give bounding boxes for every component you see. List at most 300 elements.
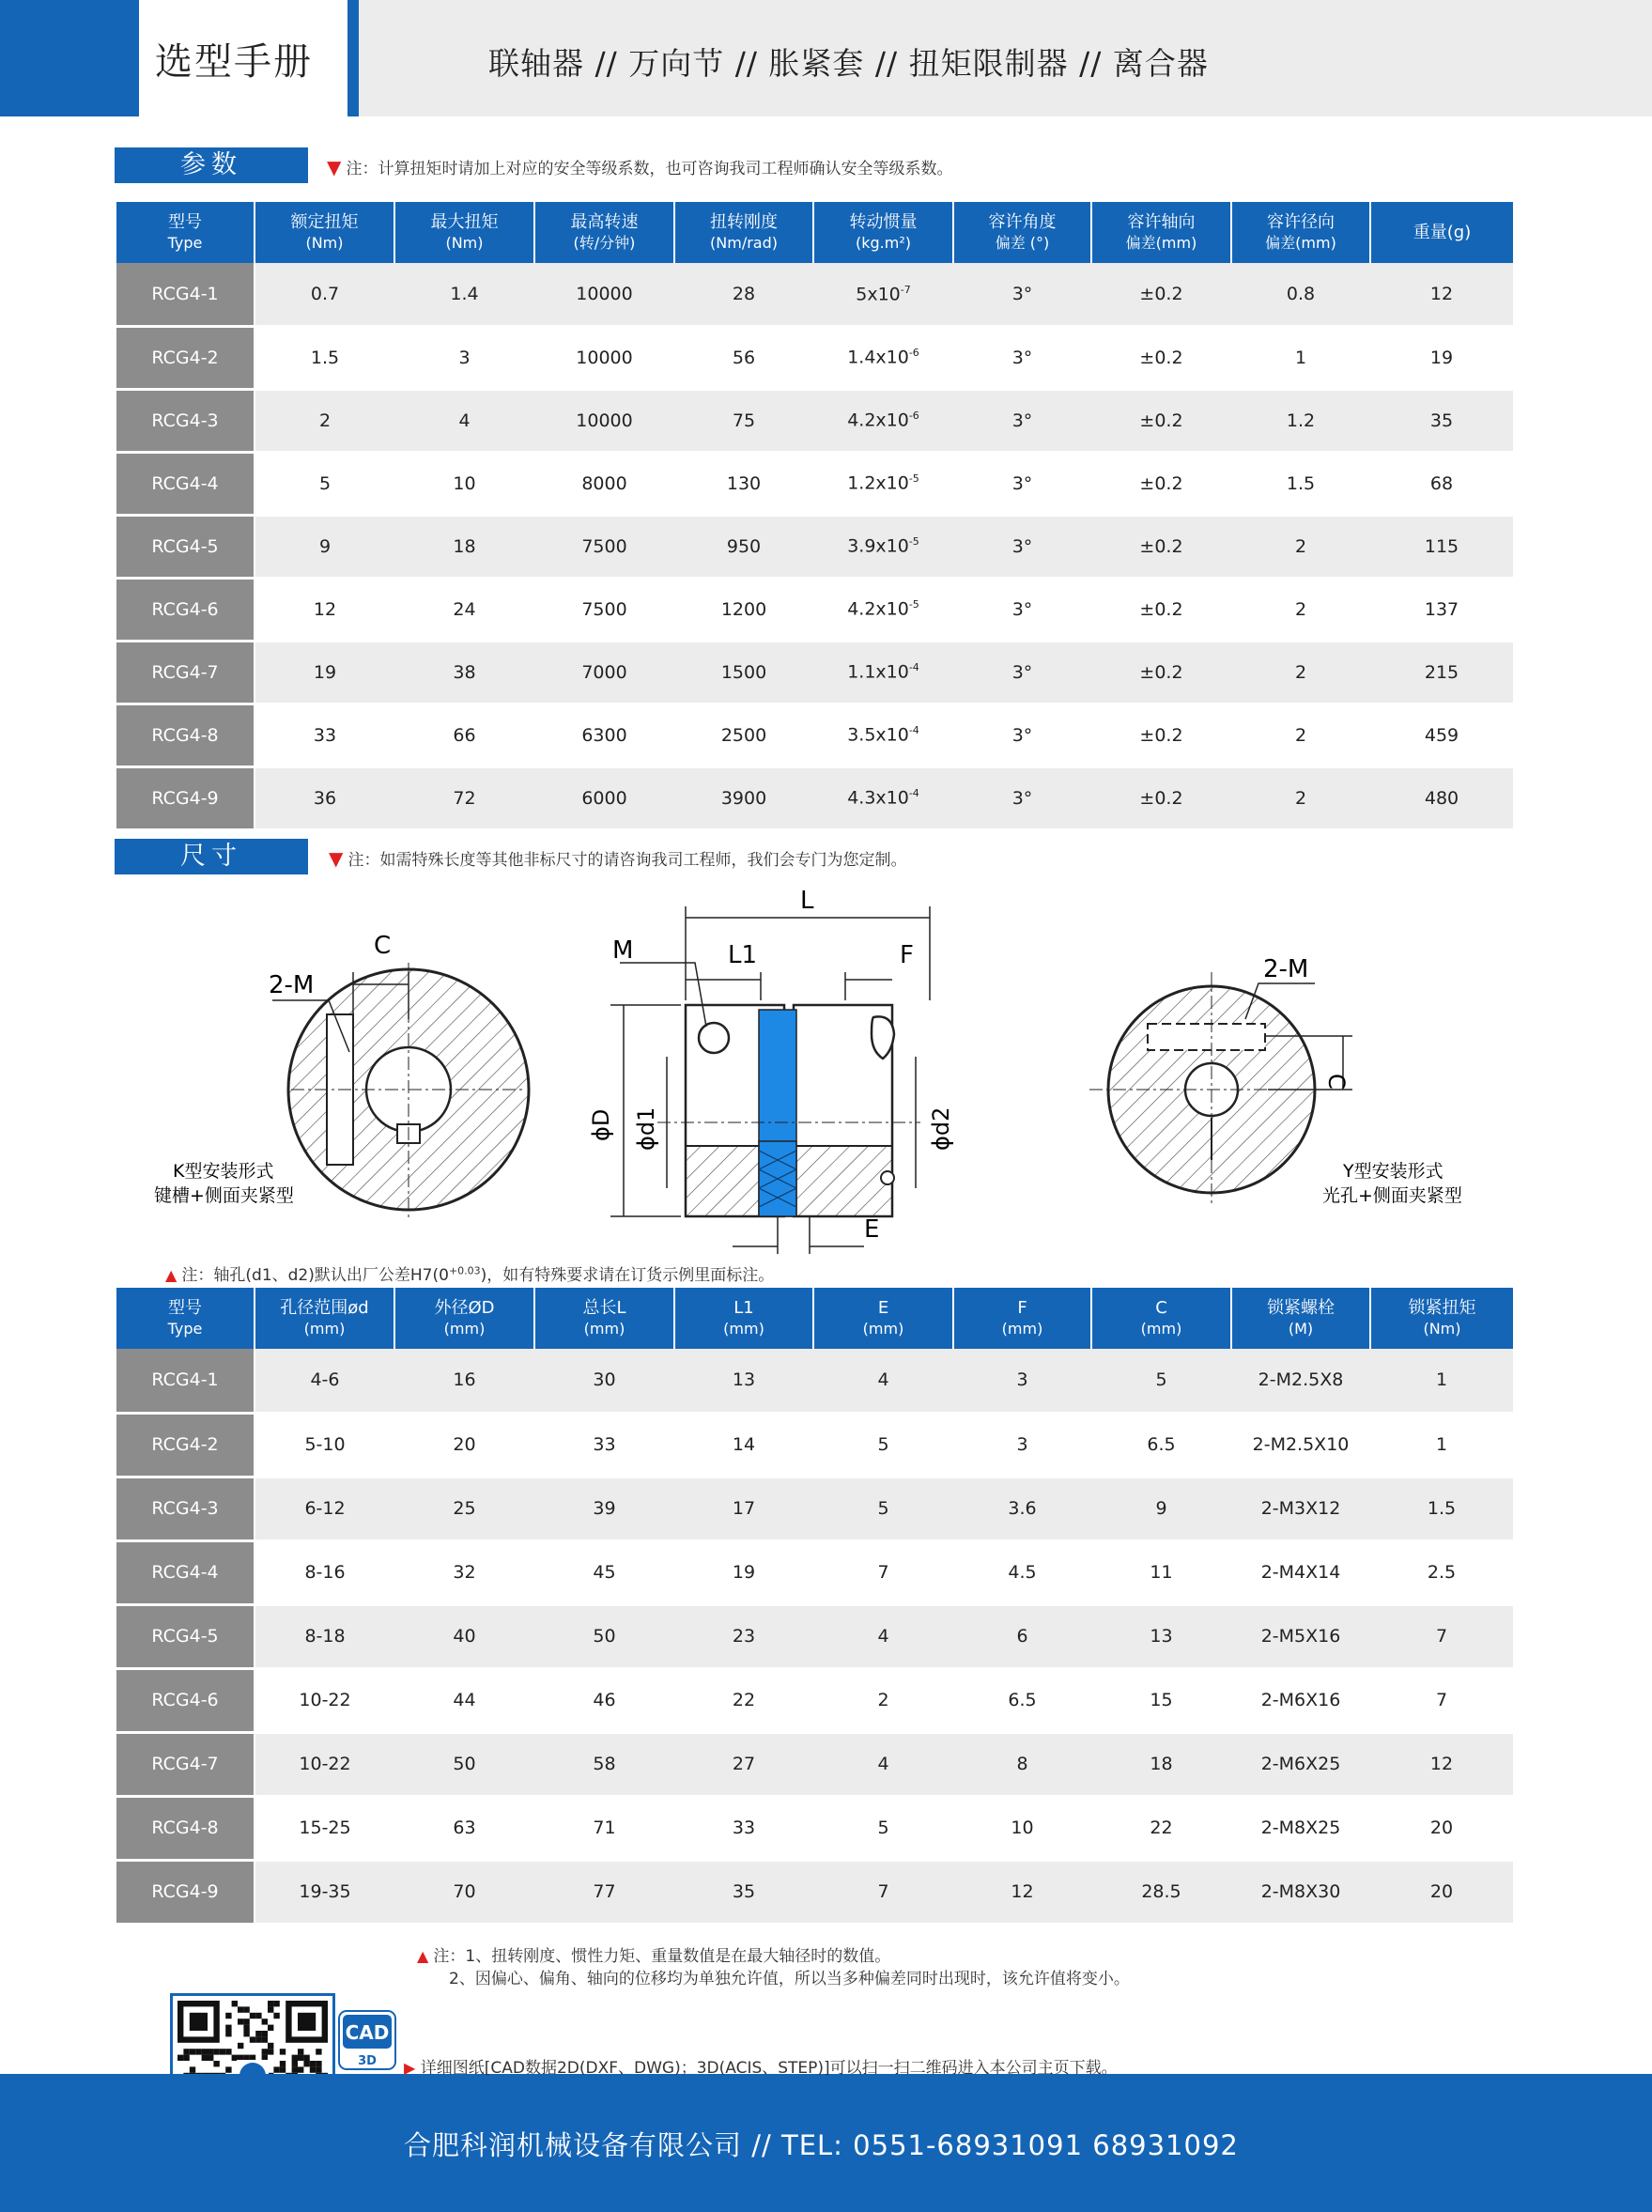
table-cell: 2	[1231, 766, 1370, 829]
table-cell	[813, 641, 953, 704]
dim-label-c-right: C	[1323, 1074, 1350, 1090]
params_table-header-unit: 偏差(mm)	[1125, 233, 1197, 252]
table-row	[116, 1860, 1513, 1924]
params_table-header-unit: (Nm)	[445, 233, 484, 252]
dims_table-header-8	[1231, 1288, 1370, 1349]
table-cell: 19-35	[255, 1860, 394, 1924]
dims_table-header-unit: (mm)	[1140, 1319, 1182, 1338]
inertia-exponent: -6	[908, 347, 919, 360]
params_table-header-6	[953, 202, 1091, 263]
k-type-view	[272, 963, 529, 1221]
table-cell: 8	[953, 1732, 1091, 1796]
table-cell: 1500	[674, 641, 813, 704]
table-cell: 0.7	[255, 263, 394, 326]
cad-icon-text: CAD	[345, 2021, 390, 2044]
inertia-base: 4.3x10	[847, 787, 909, 809]
dims-table	[116, 1288, 1513, 1926]
table-cell: 10000	[534, 263, 674, 326]
inertia-exponent: -4	[908, 661, 919, 674]
params_table-header-unit: 偏差(mm)	[1265, 233, 1336, 252]
warning-triangle-icon: ▼	[329, 847, 344, 870]
table-cell: 13	[674, 1349, 813, 1413]
params_table-header-label: 重量(g)	[1413, 222, 1472, 242]
table-cell: 70	[394, 1860, 534, 1924]
table-cell: 71	[534, 1796, 674, 1860]
table-cell: 22	[1091, 1796, 1231, 1860]
table-cell: ±0.2	[1091, 389, 1231, 452]
table-cell: 25	[394, 1477, 534, 1540]
model-cell: RCG4-8	[116, 704, 255, 766]
table-row	[116, 1477, 1513, 1540]
table-cell: 12	[255, 578, 394, 641]
table-cell: 10000	[534, 389, 674, 452]
table-cell: 50	[534, 1604, 674, 1668]
table-cell: 5	[813, 1796, 953, 1860]
params_table-header-2	[394, 202, 534, 263]
dims_table-header-unit: (mm)	[862, 1319, 904, 1338]
table-cell: 1	[1370, 1413, 1513, 1477]
dim-label-2m-left: 2-M	[269, 971, 315, 999]
table-cell: 68	[1370, 452, 1513, 515]
table-cell: 20	[394, 1413, 534, 1477]
table-cell: 3°	[953, 452, 1091, 515]
page-subtitle: 联轴器 // 万向节 // 胀紧套 // 扭矩限制器 // 离合器	[488, 45, 1209, 82]
dims_table-header-label: 外径ØD	[434, 1297, 495, 1318]
table-cell: 10	[394, 452, 534, 515]
table-cell: 11	[1091, 1540, 1231, 1604]
dims_table-header-4	[674, 1288, 813, 1349]
table-row	[116, 515, 1513, 578]
table-cell: 12	[1370, 1732, 1513, 1796]
inertia-base: 1.1x10	[847, 661, 909, 683]
params_table-header-unit: (转/分钟)	[573, 233, 636, 252]
table-cell: 27	[674, 1732, 813, 1796]
table-cell: 7	[1370, 1604, 1513, 1668]
table-row	[116, 766, 1513, 829]
table-cell: ±0.2	[1091, 452, 1231, 515]
table-cell: 20	[1370, 1796, 1513, 1860]
table-row	[116, 578, 1513, 641]
table-cell: 39	[534, 1477, 674, 1540]
cad-icon	[338, 2010, 396, 2070]
table-row	[116, 641, 1513, 704]
dim-label-d: ϕD	[588, 1108, 614, 1141]
dims_table-header-unit: (mm)	[303, 1319, 346, 1338]
table-cell: 4-6	[255, 1349, 394, 1413]
table-cell: 28	[674, 263, 813, 326]
table-cell: 130	[674, 452, 813, 515]
model-cell: RCG4-4	[116, 1540, 255, 1604]
table-cell: 3	[394, 326, 534, 389]
table-cell: 19	[674, 1540, 813, 1604]
table-cell: 18	[1091, 1732, 1231, 1796]
table-row	[116, 1668, 1513, 1732]
table-cell: 17	[674, 1477, 813, 1540]
table-cell: 1.4	[394, 263, 534, 326]
table-cell: 2	[1231, 578, 1370, 641]
model-cell: RCG4-8	[116, 1796, 255, 1860]
header-left-block	[0, 0, 139, 116]
model-cell: RCG4-9	[116, 1860, 255, 1924]
footnote-1	[417, 1942, 890, 1966]
table-cell: 215	[1370, 641, 1513, 704]
table-cell: 3°	[953, 515, 1091, 578]
dim-label-d2: ϕd2	[928, 1106, 954, 1151]
table-cell: 24	[394, 578, 534, 641]
tolerance-note	[165, 1261, 774, 1285]
model-cell: RCG4-6	[116, 578, 255, 641]
table-cell: 3°	[953, 766, 1091, 829]
table-cell: 12	[953, 1860, 1091, 1924]
dim-label-2m-right: 2-M	[1263, 955, 1309, 983]
table-cell: 1.5	[255, 326, 394, 389]
table-cell: 10000	[534, 326, 674, 389]
table-cell: 36	[255, 766, 394, 829]
dim-label-l: L	[800, 887, 814, 915]
table-cell: 6.5	[1091, 1413, 1231, 1477]
table-cell: 50	[394, 1732, 534, 1796]
dims_table-header-9	[1370, 1288, 1513, 1349]
table-cell: 75	[674, 389, 813, 452]
dims_table-header-unit: (mm)	[583, 1319, 625, 1338]
table-cell: 63	[394, 1796, 534, 1860]
params_table-header-0	[116, 202, 255, 263]
table-cell: 4	[813, 1349, 953, 1413]
table-cell: 8-16	[255, 1540, 394, 1604]
table-row	[116, 389, 1513, 452]
table-row	[116, 263, 1513, 326]
params_table-header-label: 扭转刚度	[710, 211, 778, 232]
table-cell: 2-M2.5X10	[1231, 1413, 1370, 1477]
inertia-base: 4.2x10	[847, 598, 909, 620]
dims-note	[329, 846, 906, 870]
model-cell: RCG4-7	[116, 641, 255, 704]
y-type-title: Y型安装形式	[1343, 1161, 1444, 1182]
dims_table-header-label: C	[1155, 1297, 1167, 1318]
dims_table-header-label: F	[1017, 1297, 1027, 1318]
model-cell: RCG4-5	[116, 1604, 255, 1668]
dim-label-e: E	[864, 1215, 880, 1244]
table-cell: 7500	[534, 515, 674, 578]
table-row	[116, 1732, 1513, 1796]
table-cell: 3	[953, 1413, 1091, 1477]
table-cell: 1.5	[1231, 452, 1370, 515]
table-cell: 2-M6X16	[1231, 1668, 1370, 1732]
table-cell: 6	[953, 1604, 1091, 1668]
table-cell: 35	[1370, 389, 1513, 452]
params_table-header-label: 容许径向	[1267, 211, 1335, 232]
dims_table-header-0	[116, 1288, 255, 1349]
table-cell: 19	[255, 641, 394, 704]
table-cell: 2-M8X25	[1231, 1796, 1370, 1860]
table-cell: 6000	[534, 766, 674, 829]
table-cell: 6300	[534, 704, 674, 766]
model-cell: RCG4-4	[116, 452, 255, 515]
params_table-header-unit: (Nm/rad)	[710, 233, 778, 252]
table-cell: 2500	[674, 704, 813, 766]
dim-label-m: M	[612, 936, 634, 965]
table-cell: 3°	[953, 263, 1091, 326]
params_table-header-label: 额定扭矩	[290, 211, 359, 232]
dims_table-header-label: 孔径范围ød	[280, 1297, 369, 1318]
model-cell: RCG4-1	[116, 263, 255, 326]
table-cell: 2	[255, 389, 394, 452]
table-cell: ±0.2	[1091, 326, 1231, 389]
table-cell: 115	[1370, 515, 1513, 578]
dims_table-header-6	[953, 1288, 1091, 1349]
table-cell: 2-M8X30	[1231, 1860, 1370, 1924]
table-cell: 2-M5X16	[1231, 1604, 1370, 1668]
dims_table-header-label: 锁紧扭矩	[1408, 1297, 1476, 1318]
table-cell: 950	[674, 515, 813, 578]
table-cell: 35	[674, 1860, 813, 1924]
table-cell: 8-18	[255, 1604, 394, 1668]
model-cell: RCG4-2	[116, 326, 255, 389]
table-cell: 1.5	[1370, 1477, 1513, 1540]
table-cell: 7	[1370, 1668, 1513, 1732]
table-cell: 15-25	[255, 1796, 394, 1860]
params_table-header-7	[1091, 202, 1231, 263]
params_table-header-5	[813, 202, 953, 263]
model-cell: RCG4-6	[116, 1668, 255, 1732]
table-cell	[813, 389, 953, 452]
table-cell: ±0.2	[1091, 766, 1231, 829]
table-cell	[813, 452, 953, 515]
side-view	[610, 906, 930, 1254]
warning-triangle-icon: ▲	[165, 1266, 178, 1284]
table-row	[116, 326, 1513, 389]
table-cell: 38	[394, 641, 534, 704]
dims_table-header-label: L1	[733, 1297, 754, 1318]
dims-note-text: 注：如需特殊长度等其他非标尺寸的请咨询我司工程师，我们会专门为您定制。	[347, 851, 907, 870]
params_table-header-label: 容许轴向	[1127, 211, 1196, 232]
params-note	[327, 155, 952, 178]
table-row	[116, 1540, 1513, 1604]
table-cell: 5-10	[255, 1413, 394, 1477]
inertia-exponent: -6	[908, 410, 919, 423]
params_table-header-4	[674, 202, 813, 263]
dims_table-header-label: 锁紧螺栓	[1267, 1297, 1335, 1318]
inertia-exponent: -5	[908, 598, 919, 611]
inertia-exponent: -5	[908, 472, 919, 486]
table-cell: 0.8	[1231, 263, 1370, 326]
table-cell: 72	[394, 766, 534, 829]
warning-triangle-icon: ▲	[417, 1947, 429, 1965]
dim-label-f: F	[900, 941, 914, 969]
table-cell: 20	[1370, 1860, 1513, 1924]
page-title: 选型手册	[155, 40, 313, 84]
table-cell	[813, 515, 953, 578]
table-cell: 58	[534, 1732, 674, 1796]
table-cell: 66	[394, 704, 534, 766]
k-type-subtitle: 键槽+侧面夹紧型	[154, 1185, 294, 1206]
model-cell: RCG4-7	[116, 1732, 255, 1796]
params_table-header-unit: 偏差 (°)	[995, 233, 1050, 252]
params_table-header-9	[1370, 202, 1513, 263]
table-cell: 3°	[953, 704, 1091, 766]
table-cell: 28.5	[1091, 1860, 1231, 1924]
dims_table-header-2	[394, 1288, 534, 1349]
table-cell: 18	[394, 515, 534, 578]
table-cell: 3900	[674, 766, 813, 829]
inertia-base: 3.9x10	[847, 535, 909, 557]
table-cell: 459	[1370, 704, 1513, 766]
params_table-header-8	[1231, 202, 1370, 263]
params_table-header-unit: (kg.m²)	[856, 233, 911, 252]
table-cell: 1200	[674, 578, 813, 641]
table-cell: 23	[674, 1604, 813, 1668]
dim-label-d1: ϕd1	[633, 1106, 659, 1151]
table-cell: 6.5	[953, 1668, 1091, 1732]
inertia-base: 3.5x10	[847, 724, 909, 746]
table-cell: 44	[394, 1668, 534, 1732]
table-cell: 40	[394, 1604, 534, 1668]
cad-icon-3d: 3D	[358, 2054, 377, 2068]
table-cell: 3°	[953, 389, 1091, 452]
table-cell: 5	[813, 1413, 953, 1477]
section-label-params: 参数	[115, 147, 308, 183]
table-cell: 7	[813, 1860, 953, 1924]
table-cell	[813, 326, 953, 389]
table-cell: 6-12	[255, 1477, 394, 1540]
table-cell: 10-22	[255, 1732, 394, 1796]
table-cell: 7000	[534, 641, 674, 704]
params_table-header-1	[255, 202, 394, 263]
params_table-header-label: 转动惯量	[849, 211, 918, 232]
table-row	[116, 452, 1513, 515]
table-cell: 2	[813, 1668, 953, 1732]
table-cell: 2-M2.5X8	[1231, 1349, 1370, 1413]
tolerance-note-text: 注：轴孔(d1、d2)默认出厂公差H7(0	[181, 1266, 449, 1285]
table-cell: 1.2	[1231, 389, 1370, 452]
table-row	[116, 704, 1513, 766]
y-type-view	[1089, 972, 1352, 1207]
table-cell: 32	[394, 1540, 534, 1604]
table-cell: 33	[255, 704, 394, 766]
table-cell: 30	[534, 1349, 674, 1413]
table-cell: 5	[1091, 1349, 1231, 1413]
table-row	[116, 1349, 1513, 1413]
cad-download-text: 详细图纸[CAD数据2D(DXF、DWG)；3D(ACIS、STEP)]可以扫一扫二维码进入本公司主页下载。	[420, 2059, 1118, 2078]
y-type-subtitle: 光孔+侧面夹紧型	[1322, 1185, 1462, 1206]
params_table-header-unit: Type	[167, 233, 203, 252]
table-cell: 3.6	[953, 1477, 1091, 1540]
table-cell: 1	[1231, 326, 1370, 389]
table-cell: 22	[674, 1668, 813, 1732]
inertia-exponent: -5	[908, 535, 919, 549]
dims_table-header-unit: (mm)	[723, 1319, 764, 1338]
table-cell	[813, 578, 953, 641]
table-cell: 16	[394, 1349, 534, 1413]
table-cell	[813, 263, 953, 326]
k-type-title: K型安装形式	[173, 1161, 274, 1182]
table-cell: 19	[1370, 326, 1513, 389]
inertia-base: 1.4x10	[847, 347, 909, 368]
dims_table-header-unit: (mm)	[1001, 1319, 1043, 1338]
table-cell: 2	[1231, 515, 1370, 578]
table-cell: ±0.2	[1091, 641, 1231, 704]
table-cell: 12	[1370, 263, 1513, 326]
table-cell: 5	[255, 452, 394, 515]
table-cell: 10	[953, 1796, 1091, 1860]
footer-company-contact: 合肥科润机械设备有限公司 // TEL: 0551-68931091 68931092	[404, 2129, 1239, 2161]
params-table	[116, 202, 1513, 831]
table-cell: 4	[394, 389, 534, 452]
table-row	[116, 1604, 1513, 1668]
params_table-header-label: 最高转速	[570, 211, 639, 232]
arrow-right-icon: ▶	[404, 2059, 416, 2077]
dimension-diagram	[131, 878, 1540, 1273]
table-cell: 8000	[534, 452, 674, 515]
table-cell: 5	[813, 1477, 953, 1540]
cad-download-note	[404, 2054, 1118, 2078]
table-cell: 3°	[953, 326, 1091, 389]
dims_table-header-3	[534, 1288, 674, 1349]
inertia-exponent: -7	[900, 283, 911, 296]
table-cell: ±0.2	[1091, 515, 1231, 578]
table-cell: 1	[1370, 1349, 1513, 1413]
params_table-header-label: 最大扭矩	[430, 211, 499, 232]
dim-label-l1: L1	[728, 941, 758, 969]
table-cell	[813, 704, 953, 766]
inertia-exponent: -4	[908, 724, 919, 737]
header-divider	[347, 0, 359, 116]
table-cell: 13	[1091, 1604, 1231, 1668]
table-cell: 2	[1231, 641, 1370, 704]
table-cell: 2-M4X14	[1231, 1540, 1370, 1604]
dims_table-header-unit: Type	[167, 1319, 203, 1338]
table-cell: 2	[1231, 704, 1370, 766]
table-cell: 56	[674, 326, 813, 389]
table-cell: 2-M3X12	[1231, 1477, 1370, 1540]
section-label-dims: 尺寸	[115, 839, 308, 874]
params-note-text: 注：计算扭矩时请加上对应的安全等级系数，也可咨询我司工程师确认安全等级系数。	[346, 160, 953, 178]
table-cell: 7	[813, 1540, 953, 1604]
params_table-header-label: 容许角度	[988, 211, 1057, 232]
params_table-header-3	[534, 202, 674, 263]
dims_table-header-label: 总长L	[582, 1297, 626, 1318]
inertia-base: 1.2x10	[847, 472, 909, 494]
dims_table-header-1	[255, 1288, 394, 1349]
footnote-1-text: 注：1、扭转刚度、惯性力矩、重量数值是在最大轴径时的数值。	[433, 1947, 891, 1966]
dims_table-header-label: 型号	[168, 1297, 202, 1318]
dims_table-header-label: E	[877, 1297, 889, 1318]
model-cell: RCG4-3	[116, 1477, 255, 1540]
table-cell: 4.5	[953, 1540, 1091, 1604]
tolerance-superscript: +0.03	[448, 1264, 481, 1277]
table-cell: 4	[813, 1732, 953, 1796]
dims_table-header-5	[813, 1288, 953, 1349]
table-row	[116, 1796, 1513, 1860]
model-cell: RCG4-5	[116, 515, 255, 578]
table-cell: 7500	[534, 578, 674, 641]
table-cell: 33	[534, 1413, 674, 1477]
tolerance-note-end: )，如有特殊要求请在订货示例里面标注。	[480, 1266, 775, 1285]
table-cell: 10-22	[255, 1668, 394, 1732]
inertia-base: 4.2x10	[847, 410, 909, 431]
table-cell: 2.5	[1370, 1540, 1513, 1604]
table-cell: 9	[1091, 1477, 1231, 1540]
model-cell: RCG4-1	[116, 1349, 255, 1413]
table-cell: 45	[534, 1540, 674, 1604]
table-cell: 15	[1091, 1668, 1231, 1732]
dims_table-header-unit: (mm)	[443, 1319, 486, 1338]
model-cell: RCG4-3	[116, 389, 255, 452]
model-cell: RCG4-9	[116, 766, 255, 829]
table-row	[116, 1413, 1513, 1477]
params_table-header-unit: (Nm)	[305, 233, 344, 252]
table-cell: 46	[534, 1668, 674, 1732]
